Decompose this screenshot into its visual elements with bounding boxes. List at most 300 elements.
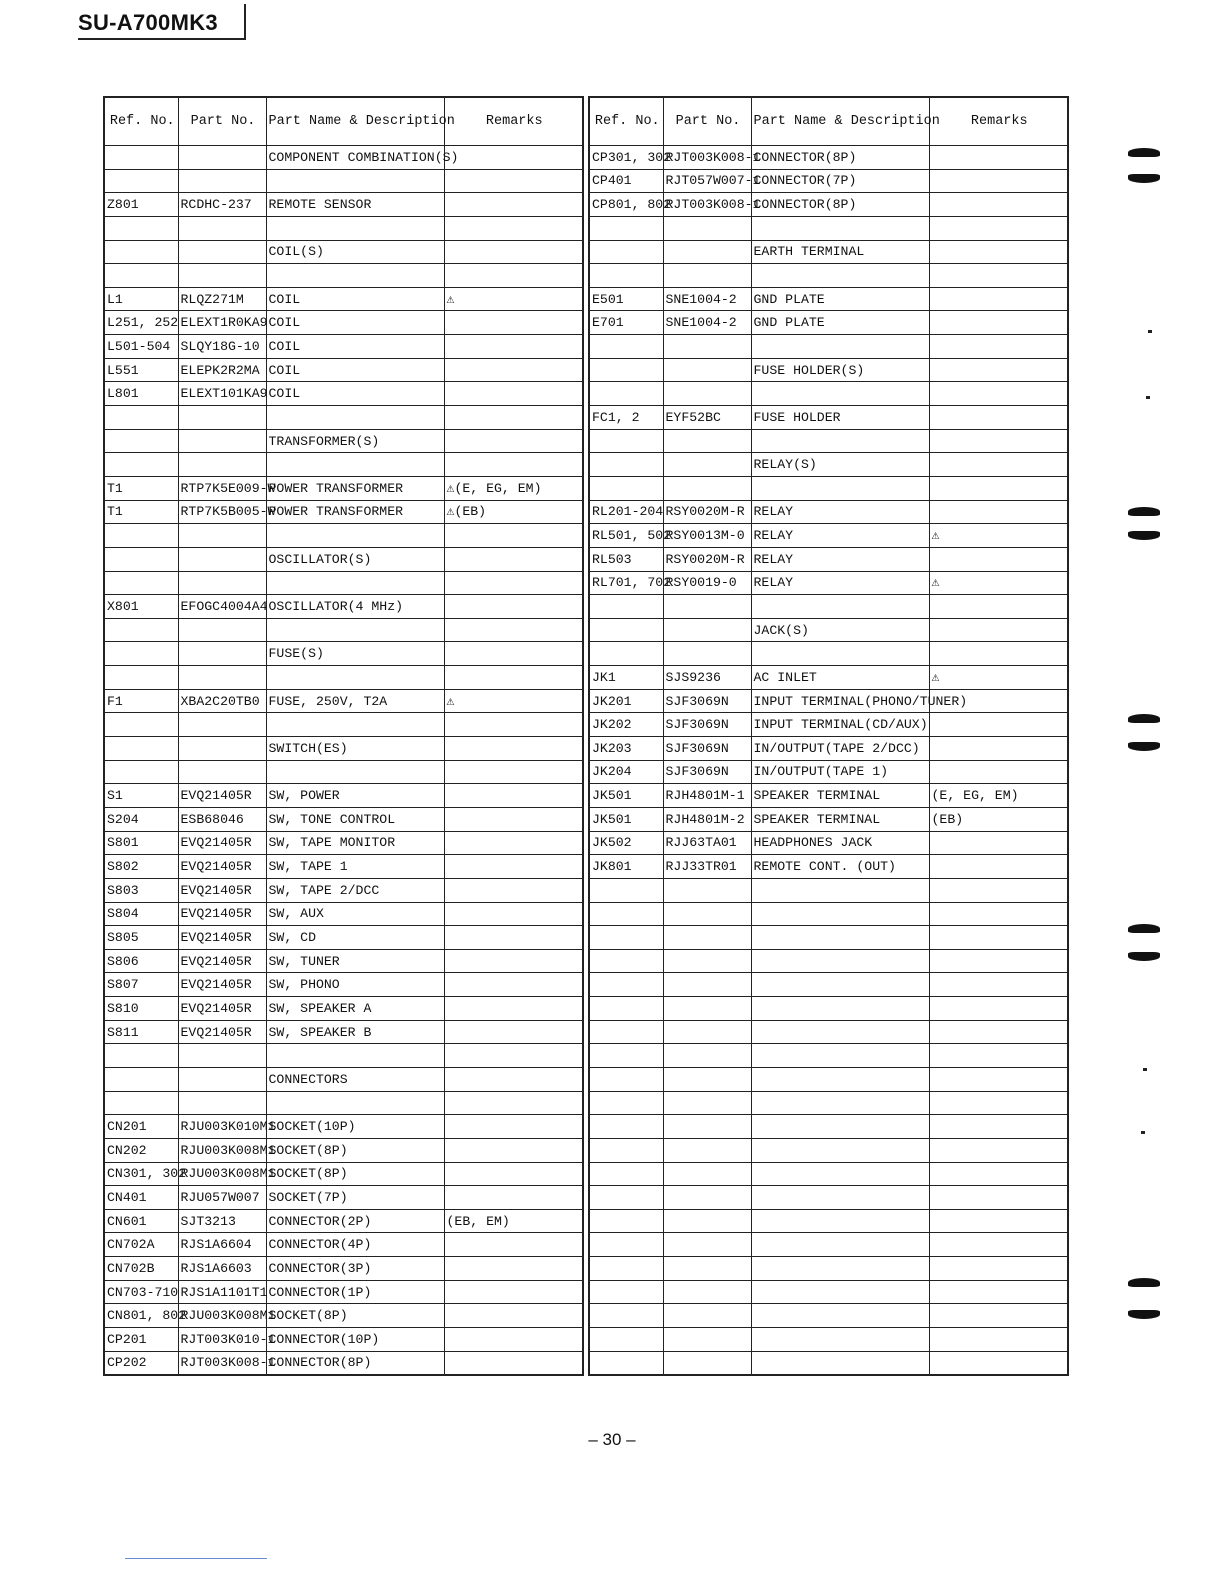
part-no-cell bbox=[663, 1138, 751, 1162]
description-cell: POWER TRANSFORMER bbox=[266, 476, 444, 500]
remarks-cell bbox=[444, 311, 583, 335]
ref-no-cell bbox=[104, 547, 178, 571]
remarks-cell bbox=[444, 264, 583, 288]
table-row bbox=[589, 382, 1068, 406]
part-no-cell: ELEXT101KA9 bbox=[178, 382, 266, 406]
description-cell bbox=[266, 169, 444, 193]
part-no-cell: RLQZ271M bbox=[178, 287, 266, 311]
table-row bbox=[589, 1044, 1068, 1068]
remarks-cell bbox=[929, 453, 1068, 477]
description-cell: SPEAKER TERMINAL bbox=[751, 784, 929, 808]
remarks-cell bbox=[929, 193, 1068, 217]
ref-no-cell bbox=[589, 1067, 663, 1091]
description-cell: AC INLET bbox=[751, 666, 929, 690]
remarks-cell: ⚠(E, EG, EM) bbox=[444, 476, 583, 500]
table-row bbox=[589, 737, 1068, 761]
remarks-cell bbox=[929, 287, 1068, 311]
part-no-cell bbox=[663, 1020, 751, 1044]
part-no-cell bbox=[663, 878, 751, 902]
ref-no-cell: S803 bbox=[104, 878, 178, 902]
part-no-cell bbox=[663, 949, 751, 973]
description-cell: COIL bbox=[266, 287, 444, 311]
remarks-cell bbox=[929, 1304, 1068, 1328]
remarks-cell bbox=[444, 1115, 583, 1139]
table-row bbox=[104, 926, 583, 950]
remarks-cell bbox=[929, 476, 1068, 500]
remarks-cell bbox=[929, 1209, 1068, 1233]
part-no-cell bbox=[663, 1044, 751, 1068]
ref-no-cell: L551 bbox=[104, 358, 178, 382]
description-cell bbox=[266, 406, 444, 430]
remarks-cell bbox=[929, 760, 1068, 784]
binding-mark-top bbox=[1128, 148, 1160, 157]
table-row bbox=[589, 1067, 1068, 1091]
description-cell bbox=[266, 571, 444, 595]
part-no-cell bbox=[663, 1280, 751, 1304]
description-cell: REMOTE CONT. (OUT) bbox=[751, 855, 929, 879]
table-row bbox=[589, 476, 1068, 500]
description-cell bbox=[751, 1115, 929, 1139]
part-no-cell bbox=[663, 642, 751, 666]
binding-mark-bottom bbox=[1128, 174, 1160, 183]
part-no-cell bbox=[178, 760, 266, 784]
ref-no-cell bbox=[104, 453, 178, 477]
table-row bbox=[589, 311, 1068, 335]
part-no-cell bbox=[663, 997, 751, 1021]
table-row bbox=[589, 878, 1068, 902]
part-no-cell bbox=[663, 1233, 751, 1257]
description-cell: SOCKET(8P) bbox=[266, 1138, 444, 1162]
remarks-cell bbox=[929, 926, 1068, 950]
remarks-cell bbox=[929, 595, 1068, 619]
table-row bbox=[104, 1257, 583, 1281]
table-row bbox=[589, 689, 1068, 713]
part-no-cell bbox=[663, 618, 751, 642]
table-row bbox=[104, 1304, 583, 1328]
table-row bbox=[104, 358, 583, 382]
ref-no-cell bbox=[589, 1020, 663, 1044]
ref-no-cell: CP201 bbox=[104, 1328, 178, 1352]
part-no-cell: RSY0020M-R bbox=[663, 500, 751, 524]
ref-no-cell bbox=[104, 240, 178, 264]
remarks-cell bbox=[929, 973, 1068, 997]
remarks-cell bbox=[929, 1067, 1068, 1091]
description-cell: CONNECTOR(1P) bbox=[266, 1280, 444, 1304]
remarks-cell bbox=[929, 618, 1068, 642]
ref-no-cell bbox=[589, 1351, 663, 1375]
ref-no-cell: CN702A bbox=[104, 1233, 178, 1257]
ref-no-cell: JK501 bbox=[589, 784, 663, 808]
remarks-cell bbox=[929, 831, 1068, 855]
table-row bbox=[589, 595, 1068, 619]
remarks-cell bbox=[929, 1091, 1068, 1115]
ref-no-cell: T1 bbox=[104, 476, 178, 500]
description-cell: FUSE HOLDER(S) bbox=[751, 358, 929, 382]
table-row bbox=[589, 831, 1068, 855]
table-row bbox=[589, 1162, 1068, 1186]
remarks-cell bbox=[444, 713, 583, 737]
part-no-cell: RJS1A6604 bbox=[178, 1233, 266, 1257]
table-row bbox=[104, 240, 583, 264]
ref-no-cell bbox=[104, 146, 178, 170]
remarks-cell bbox=[444, 807, 583, 831]
table-row bbox=[589, 547, 1068, 571]
remarks-cell bbox=[444, 335, 583, 359]
ref-no-cell bbox=[589, 878, 663, 902]
col-description: Part Name & Description bbox=[266, 97, 444, 146]
ref-no-cell: CN702B bbox=[104, 1257, 178, 1281]
ref-no-cell: S811 bbox=[104, 1020, 178, 1044]
part-no-cell bbox=[663, 358, 751, 382]
ref-no-cell bbox=[104, 713, 178, 737]
ref-no-cell bbox=[104, 1044, 178, 1068]
description-cell: SPEAKER TERMINAL bbox=[751, 807, 929, 831]
ref-no-cell: JK204 bbox=[589, 760, 663, 784]
table-row bbox=[589, 264, 1068, 288]
part-no-cell: EVQ21405R bbox=[178, 831, 266, 855]
remarks-cell bbox=[444, 547, 583, 571]
ref-no-cell bbox=[104, 429, 178, 453]
part-no-cell: RJU003K008M1 bbox=[178, 1138, 266, 1162]
remarks-cell: ⚠ bbox=[929, 524, 1068, 548]
description-cell bbox=[751, 1067, 929, 1091]
description-cell: SW, PHONO bbox=[266, 973, 444, 997]
part-no-cell: ELEPK2R2MA bbox=[178, 358, 266, 382]
table-row bbox=[589, 500, 1068, 524]
part-no-cell: RSY0019-0 bbox=[663, 571, 751, 595]
description-cell: SW, SPEAKER A bbox=[266, 997, 444, 1021]
table-row bbox=[589, 902, 1068, 926]
ref-no-cell: RL701, 702 bbox=[589, 571, 663, 595]
part-no-cell bbox=[663, 926, 751, 950]
part-no-cell bbox=[178, 1091, 266, 1115]
description-cell: CONNECTORS bbox=[266, 1067, 444, 1091]
ref-no-cell: CN601 bbox=[104, 1209, 178, 1233]
part-no-cell: SJF3069N bbox=[663, 713, 751, 737]
ref-no-cell: JK1 bbox=[589, 666, 663, 690]
part-no-cell: EVQ21405R bbox=[178, 855, 266, 879]
table-row bbox=[589, 358, 1068, 382]
table-row bbox=[589, 216, 1068, 240]
description-cell: OSCILLATOR(S) bbox=[266, 547, 444, 571]
table-row bbox=[104, 902, 583, 926]
part-no-cell bbox=[178, 547, 266, 571]
part-no-cell: EFOGC4004A4 bbox=[178, 595, 266, 619]
remarks-cell bbox=[444, 169, 583, 193]
table-row bbox=[104, 1209, 583, 1233]
remarks-cell bbox=[929, 1351, 1068, 1375]
table-row bbox=[589, 1186, 1068, 1210]
ref-no-cell bbox=[589, 382, 663, 406]
ref-no-cell bbox=[589, 618, 663, 642]
table-row bbox=[104, 878, 583, 902]
description-cell bbox=[751, 335, 929, 359]
description-cell bbox=[266, 1091, 444, 1115]
remarks-cell bbox=[929, 240, 1068, 264]
description-cell: CONNECTOR(8P) bbox=[266, 1351, 444, 1375]
col-ref-no: Ref. No. bbox=[589, 97, 663, 146]
description-cell: SOCKET(8P) bbox=[266, 1304, 444, 1328]
remarks-cell bbox=[444, 878, 583, 902]
remarks-cell bbox=[929, 429, 1068, 453]
remarks-cell bbox=[929, 547, 1068, 571]
ref-no-cell bbox=[589, 1044, 663, 1068]
table-row bbox=[104, 949, 583, 973]
description-cell bbox=[751, 264, 929, 288]
part-no-cell: RJT003K008-1 bbox=[663, 146, 751, 170]
ref-no-cell bbox=[589, 595, 663, 619]
description-cell: SW, TAPE 2/DCC bbox=[266, 878, 444, 902]
ref-no-cell: CP301, 302 bbox=[589, 146, 663, 170]
part-no-cell bbox=[178, 1044, 266, 1068]
description-cell bbox=[751, 1162, 929, 1186]
ref-no-cell: CP801, 802 bbox=[589, 193, 663, 217]
table-row bbox=[104, 666, 583, 690]
table-row bbox=[104, 146, 583, 170]
description-cell: CONNECTOR(8P) bbox=[751, 146, 929, 170]
remarks-cell bbox=[444, 949, 583, 973]
description-cell: FUSE(S) bbox=[266, 642, 444, 666]
binding-mark-bottom bbox=[1128, 1310, 1160, 1319]
margin-dot bbox=[1141, 1131, 1145, 1134]
description-cell: FUSE HOLDER bbox=[751, 406, 929, 430]
table-row bbox=[104, 287, 583, 311]
description-cell: SW, TONE CONTROL bbox=[266, 807, 444, 831]
table-row bbox=[104, 406, 583, 430]
description-cell bbox=[266, 666, 444, 690]
description-cell bbox=[751, 997, 929, 1021]
remarks-cell bbox=[929, 1186, 1068, 1210]
part-no-cell bbox=[178, 524, 266, 548]
ref-no-cell bbox=[589, 240, 663, 264]
margin-dot bbox=[1148, 330, 1152, 333]
ref-no-cell bbox=[104, 264, 178, 288]
description-cell bbox=[751, 642, 929, 666]
remarks-cell bbox=[929, 1328, 1068, 1352]
description-cell: POWER TRANSFORMER bbox=[266, 500, 444, 524]
table-row bbox=[104, 1233, 583, 1257]
part-no-cell: RJH4801M-1 bbox=[663, 784, 751, 808]
table-row bbox=[104, 737, 583, 761]
remarks-cell bbox=[444, 666, 583, 690]
col-ref-no: Ref. No. bbox=[104, 97, 178, 146]
part-no-cell: RTP7K5E009-W bbox=[178, 476, 266, 500]
table-row bbox=[589, 287, 1068, 311]
description-cell bbox=[751, 1351, 929, 1375]
remarks-cell: ⚠ bbox=[444, 689, 583, 713]
table-row bbox=[589, 571, 1068, 595]
ref-no-cell: CN202 bbox=[104, 1138, 178, 1162]
description-cell bbox=[751, 926, 929, 950]
part-no-cell: RJT057W007-1 bbox=[663, 169, 751, 193]
description-cell: COIL bbox=[266, 311, 444, 335]
table-row bbox=[104, 1328, 583, 1352]
remarks-cell bbox=[444, 1091, 583, 1115]
ref-no-cell: JK501 bbox=[589, 807, 663, 831]
description-cell: SWITCH(ES) bbox=[266, 737, 444, 761]
remarks-cell bbox=[444, 1067, 583, 1091]
ref-no-cell: CN703-710 bbox=[104, 1280, 178, 1304]
remarks-cell bbox=[444, 973, 583, 997]
remarks-cell bbox=[929, 1020, 1068, 1044]
ref-no-cell: JK801 bbox=[589, 855, 663, 879]
ref-no-cell: CN801, 802 bbox=[104, 1304, 178, 1328]
binding-mark-top bbox=[1128, 924, 1160, 933]
remarks-cell bbox=[929, 358, 1068, 382]
remarks-cell bbox=[444, 193, 583, 217]
remarks-cell bbox=[444, 595, 583, 619]
part-no-cell: RTP7K5B005-W bbox=[178, 500, 266, 524]
ref-no-cell bbox=[104, 524, 178, 548]
ref-no-cell bbox=[589, 1091, 663, 1115]
table-row bbox=[589, 1257, 1068, 1281]
description-cell: REMOTE SENSOR bbox=[266, 193, 444, 217]
part-no-cell: EVQ21405R bbox=[178, 1020, 266, 1044]
ref-no-cell bbox=[104, 169, 178, 193]
table-row bbox=[104, 382, 583, 406]
part-no-cell: SJT3213 bbox=[178, 1209, 266, 1233]
ref-no-cell: S807 bbox=[104, 973, 178, 997]
table-row bbox=[104, 1020, 583, 1044]
ref-no-cell: S802 bbox=[104, 855, 178, 879]
ref-no-cell: CN201 bbox=[104, 1115, 178, 1139]
part-no-cell: EVQ21405R bbox=[178, 926, 266, 950]
description-cell: COIL(S) bbox=[266, 240, 444, 264]
description-cell: CONNECTOR(2P) bbox=[266, 1209, 444, 1233]
remarks-cell bbox=[444, 855, 583, 879]
part-no-cell bbox=[663, 1186, 751, 1210]
remarks-cell: ⚠(EB) bbox=[444, 500, 583, 524]
description-cell bbox=[751, 1328, 929, 1352]
binding-mark-bottom bbox=[1128, 742, 1160, 751]
ref-no-cell bbox=[589, 1233, 663, 1257]
part-no-cell bbox=[663, 1351, 751, 1375]
table-row bbox=[104, 807, 583, 831]
table-row bbox=[104, 453, 583, 477]
description-cell bbox=[751, 1044, 929, 1068]
description-cell bbox=[266, 264, 444, 288]
table-row bbox=[589, 1304, 1068, 1328]
remarks-cell bbox=[444, 1162, 583, 1186]
part-no-cell bbox=[663, 1115, 751, 1139]
remarks-cell bbox=[444, 240, 583, 264]
description-cell: SOCKET(7P) bbox=[266, 1186, 444, 1210]
ref-no-cell bbox=[104, 571, 178, 595]
remarks-cell: (EB) bbox=[929, 807, 1068, 831]
ref-no-cell: L501-504 bbox=[104, 335, 178, 359]
description-cell bbox=[751, 1138, 929, 1162]
table-row bbox=[589, 1138, 1068, 1162]
ref-no-cell: T1 bbox=[104, 500, 178, 524]
remarks-cell bbox=[444, 358, 583, 382]
description-cell: RELAY bbox=[751, 524, 929, 548]
remarks-cell: (E, EG, EM) bbox=[929, 784, 1068, 808]
description-cell: COIL bbox=[266, 335, 444, 359]
ref-no-cell: CP202 bbox=[104, 1351, 178, 1375]
part-no-cell bbox=[178, 713, 266, 737]
ref-no-cell bbox=[104, 216, 178, 240]
description-cell bbox=[751, 973, 929, 997]
col-remarks: Remarks bbox=[444, 97, 583, 146]
ref-no-cell: E501 bbox=[589, 287, 663, 311]
ref-no-cell bbox=[589, 926, 663, 950]
table-row bbox=[589, 1091, 1068, 1115]
ref-no-cell bbox=[589, 358, 663, 382]
table-row bbox=[589, 784, 1068, 808]
remarks-cell bbox=[929, 878, 1068, 902]
description-cell: RELAY bbox=[751, 547, 929, 571]
table-row bbox=[589, 146, 1068, 170]
remarks-cell bbox=[444, 926, 583, 950]
remarks-cell bbox=[929, 406, 1068, 430]
ref-no-cell bbox=[589, 1328, 663, 1352]
description-cell bbox=[751, 1186, 929, 1210]
ref-no-cell bbox=[589, 902, 663, 926]
table-row bbox=[589, 926, 1068, 950]
table-row bbox=[589, 406, 1068, 430]
table-row bbox=[104, 689, 583, 713]
table-row bbox=[589, 524, 1068, 548]
part-no-cell: EVQ21405R bbox=[178, 997, 266, 1021]
table-row bbox=[104, 1280, 583, 1304]
description-cell bbox=[266, 1044, 444, 1068]
description-cell bbox=[751, 1091, 929, 1115]
part-no-cell: XBA2C20TB0 bbox=[178, 689, 266, 713]
table-row bbox=[589, 169, 1068, 193]
ref-no-cell bbox=[589, 1186, 663, 1210]
part-no-cell: RJU003K010M1 bbox=[178, 1115, 266, 1139]
table-row bbox=[589, 429, 1068, 453]
part-no-cell: EVQ21405R bbox=[178, 902, 266, 926]
description-cell: OSCILLATOR(4 MHz) bbox=[266, 595, 444, 619]
remarks-cell bbox=[444, 1186, 583, 1210]
remarks-cell bbox=[929, 737, 1068, 761]
col-part-no: Part No. bbox=[178, 97, 266, 146]
ref-no-cell bbox=[104, 760, 178, 784]
description-cell: CONNECTOR(3P) bbox=[266, 1257, 444, 1281]
remarks-cell bbox=[929, 1115, 1068, 1139]
table-row bbox=[104, 1044, 583, 1068]
remarks-cell bbox=[444, 429, 583, 453]
description-cell bbox=[751, 902, 929, 926]
description-cell bbox=[751, 1280, 929, 1304]
table-row bbox=[589, 1280, 1068, 1304]
ref-no-cell bbox=[589, 429, 663, 453]
table-row bbox=[104, 547, 583, 571]
ref-no-cell bbox=[104, 618, 178, 642]
table-row bbox=[589, 855, 1068, 879]
part-no-cell: RJH4801M-2 bbox=[663, 807, 751, 831]
ref-no-cell bbox=[589, 1209, 663, 1233]
description-cell: COIL bbox=[266, 358, 444, 382]
col-description: Part Name & Description bbox=[751, 97, 929, 146]
binding-mark-top bbox=[1128, 714, 1160, 723]
remarks-cell bbox=[929, 1257, 1068, 1281]
table-row bbox=[104, 311, 583, 335]
description-cell bbox=[751, 216, 929, 240]
binding-mark-bottom bbox=[1128, 531, 1160, 540]
remarks-cell bbox=[929, 997, 1068, 1021]
remarks-cell bbox=[929, 311, 1068, 335]
footer-rule bbox=[125, 1558, 267, 1559]
remarks-cell bbox=[929, 264, 1068, 288]
ref-no-cell: S806 bbox=[104, 949, 178, 973]
part-no-cell bbox=[663, 1091, 751, 1115]
part-no-cell bbox=[663, 264, 751, 288]
remarks-cell bbox=[444, 1304, 583, 1328]
part-no-cell bbox=[178, 169, 266, 193]
ref-no-cell: FC1, 2 bbox=[589, 406, 663, 430]
